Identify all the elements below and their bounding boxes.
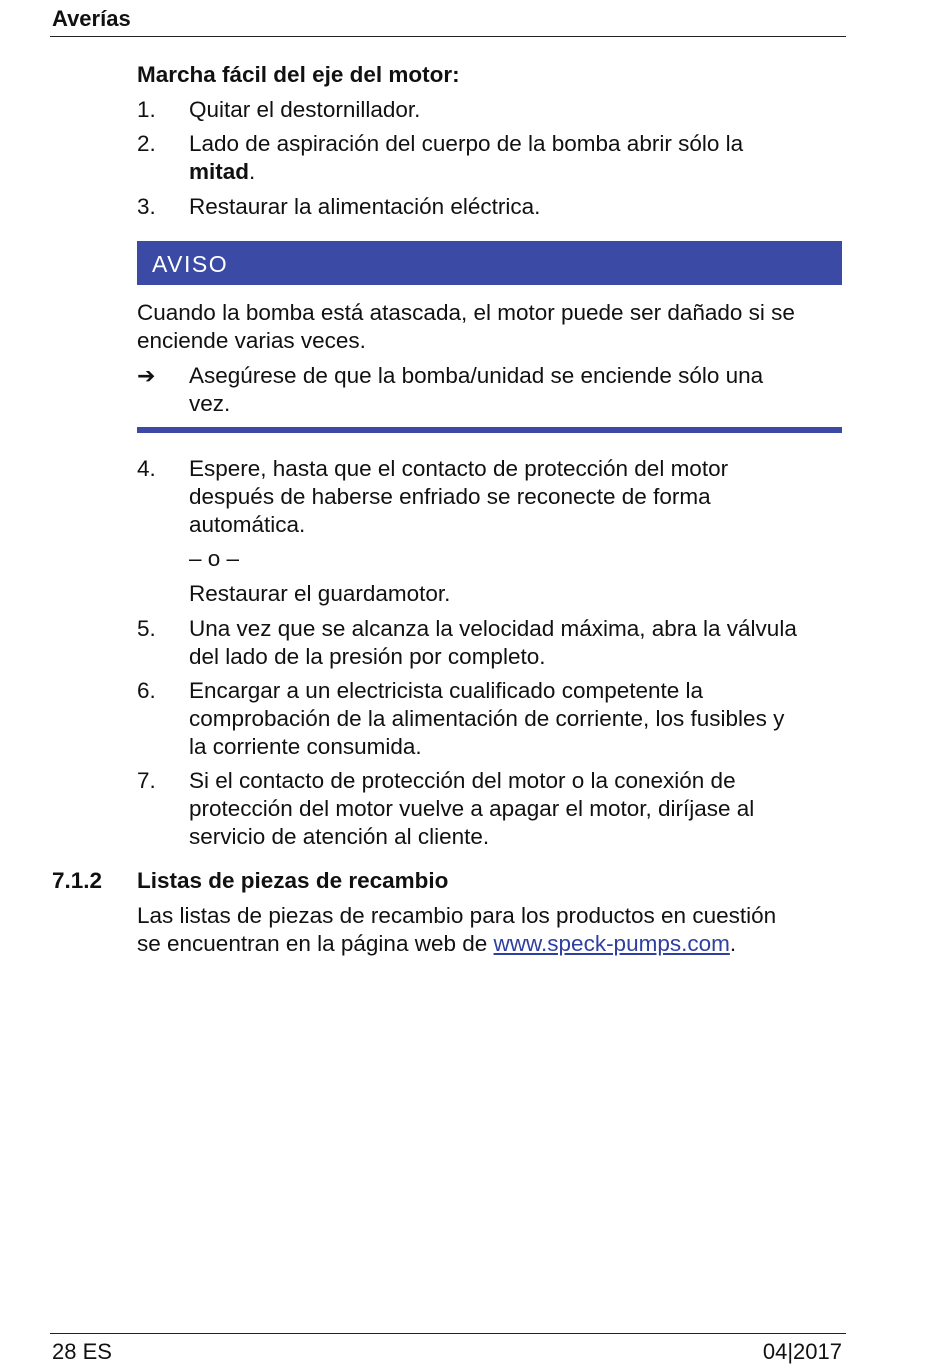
website-link[interactable]: www.speck-pumps.com xyxy=(493,931,730,956)
step-text: comprobación de la alimentación de corriente, los fusibles y xyxy=(189,706,785,731)
step-text: Una vez que se alcanza la velocidad máxima, abra la válvula xyxy=(189,616,797,641)
header-title: Averías xyxy=(52,6,131,31)
or-separator: – o – xyxy=(189,546,240,571)
step-alternative: Restaurar el guardamotor. xyxy=(189,581,451,606)
notice-text: enciende varias veces. xyxy=(137,328,366,353)
section-heading: Marcha fácil del eje del motor: xyxy=(137,62,460,87)
subsection-title: Listas de piezas de recambio xyxy=(137,868,449,893)
step-text: Espere, hasta que el contacto de protección del motor xyxy=(189,456,729,481)
notice-instruction: vez. xyxy=(189,391,231,416)
step-text: protección del motor vuelve a apagar el motor, diríjase al xyxy=(189,796,755,821)
step-text: Si el contacto de protección del motor o la conexión de xyxy=(189,768,736,793)
header-rule xyxy=(50,36,846,37)
step-text-continuation xyxy=(189,158,849,186)
step-text: Encargar a un electricista cualificado competente la xyxy=(189,678,704,703)
step-text-rest: . xyxy=(249,159,256,184)
step-number: 3. xyxy=(137,194,156,219)
step-number: 4. xyxy=(137,456,156,481)
notice-bar xyxy=(137,241,842,285)
footer-rule xyxy=(50,1333,846,1334)
subsection-text-prefix: se encuentran en la página web de xyxy=(137,931,494,956)
step-text: Lado de aspiración del cuerpo de la bomba abrir sólo la xyxy=(189,131,744,156)
notice-text: Cuando la bomba está atascada, el motor puede ser dañado si se xyxy=(137,300,795,325)
page-number: 28 ES xyxy=(52,1339,112,1364)
step-number: 5. xyxy=(137,616,156,641)
step-number: 2. xyxy=(137,131,156,156)
emphasis-text: mitad xyxy=(189,159,250,184)
step-text: automática. xyxy=(189,512,306,537)
notice-instruction: Asegúrese de que la bomba/unidad se enciende sólo una xyxy=(189,363,764,388)
step-number: 1. xyxy=(137,97,156,122)
step-text: Quitar el destornillador. xyxy=(189,97,421,122)
step-text: Restaurar la alimentación eléctrica. xyxy=(189,194,541,219)
notice-end-bar xyxy=(137,427,842,433)
subsection-text-suffix: . xyxy=(729,931,737,956)
step-text: del lado de la presión por completo. xyxy=(189,644,546,669)
subsection-number: 7.1.2 xyxy=(52,868,103,893)
step-text: la corriente consumida. xyxy=(189,734,422,759)
arrow-right-icon: ➔ xyxy=(137,363,156,388)
subsection-text: Las listas de piezas de recambio para los productos en cuestión xyxy=(137,903,777,928)
notice-label: AVISO xyxy=(152,251,229,277)
subsection-text xyxy=(137,930,736,958)
step-number: 6. xyxy=(137,678,156,703)
document-date: 04|2017 xyxy=(762,1339,842,1364)
step-number: 7. xyxy=(137,768,156,793)
step-text: servicio de atención al cliente. xyxy=(189,824,490,849)
step-text: después de haberse enfriado se reconecte de forma xyxy=(189,484,711,509)
